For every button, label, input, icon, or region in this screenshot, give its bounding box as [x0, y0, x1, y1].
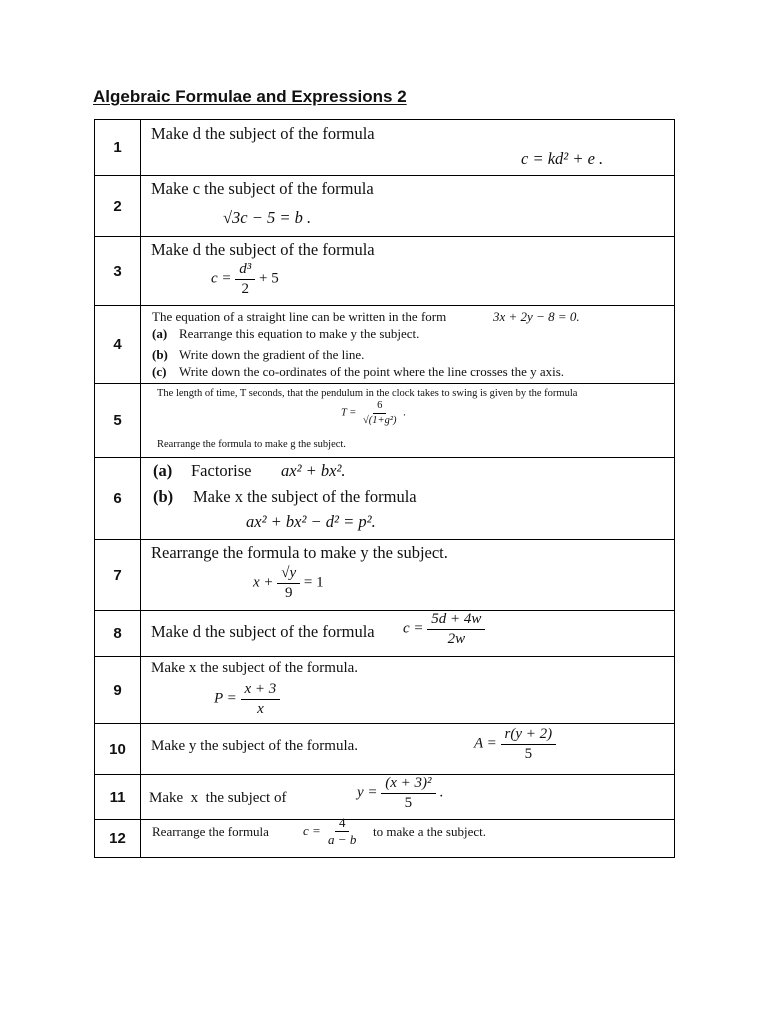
question-formula: [253, 565, 324, 601]
question-text: Rearrange the formula: [152, 824, 269, 839]
question-row: [95, 457, 674, 539]
question-formula: [357, 775, 443, 811]
part-b-text: Make x the subject of the formula: [193, 487, 417, 506]
question-content: [141, 657, 674, 723]
part-c-label: (c): [152, 364, 167, 379]
formula-end: .: [403, 407, 406, 419]
question-number: 2: [95, 176, 141, 236]
formula-lhs: T =: [341, 407, 357, 419]
question-formula: [341, 400, 406, 426]
question-content: [141, 815, 674, 857]
question-number: 6: [95, 458, 141, 539]
question-row: [95, 236, 674, 305]
part-a-label: (a): [152, 326, 168, 341]
fraction-denominator: 2w: [447, 630, 466, 647]
question-intro: The equation of a straight line can be written in the form: [152, 309, 447, 324]
question-content: [141, 775, 674, 819]
question-row: [95, 610, 674, 656]
question-content: [141, 176, 674, 236]
question-formula: [403, 611, 485, 647]
fraction-numerator: d³: [235, 261, 255, 280]
question-text: Make x the subject of: [149, 790, 287, 806]
question-formula: c = kd² + e .: [521, 149, 604, 168]
formula-rhs: + 5: [259, 270, 279, 287]
formula-fraction: [241, 681, 281, 717]
formula-lhs: c =: [303, 822, 321, 838]
question-content: [141, 540, 674, 610]
part-a-label: (a): [153, 461, 173, 480]
fraction-numerator: 6: [373, 400, 386, 414]
question-text: Make d the subject of the formula: [151, 622, 375, 641]
question-text: Make c the subject of the formula: [151, 179, 374, 198]
formula-fraction: [277, 565, 300, 601]
question-content: [141, 724, 674, 774]
fraction-denominator: 2: [241, 280, 250, 297]
question-formula: ax² + bx² − d² = p².: [246, 512, 376, 531]
formula-lhs: x +: [253, 574, 274, 591]
question-number: 10: [95, 724, 141, 774]
formula-fraction: [427, 611, 485, 647]
question-content: [141, 120, 674, 175]
formula-lhs: c =: [403, 620, 424, 637]
question-intro: The length of time, T seconds, that the pendulum in the clock takes to swing is given by the formula: [157, 388, 578, 399]
question-row: [95, 539, 674, 610]
question-content: [141, 611, 674, 656]
questions-table: [94, 119, 675, 858]
formula-fraction: [324, 816, 360, 848]
question-number: 7: [95, 540, 141, 610]
question-text: Rearrange the formula to make y the subject.: [151, 543, 448, 562]
question-content: [141, 306, 674, 383]
question-content: [141, 384, 674, 457]
formula-fraction: [359, 400, 401, 426]
page-title: Algebraic Formulae and Expressions 2: [93, 87, 407, 106]
fraction-numerator: r(y + 2): [501, 726, 557, 745]
formula-lhs: P =: [214, 690, 237, 707]
formula-end: .: [439, 784, 444, 801]
fraction-denominator: √(1+g²): [363, 414, 397, 426]
question-number: 11: [95, 775, 141, 819]
fraction-denominator: a − b: [328, 832, 357, 848]
fraction-denominator: 5: [524, 745, 533, 762]
formula-lhs: A =: [474, 735, 497, 752]
question-formula: [211, 261, 279, 297]
question-row: [95, 815, 674, 857]
question-text-after: to make a the subject.: [373, 824, 486, 839]
fraction-numerator: 5d + 4w: [427, 611, 485, 630]
question-equation: 3x + 2y − 8 = 0.: [493, 309, 580, 324]
question-row: [95, 120, 674, 175]
fraction-numerator: 4: [335, 816, 350, 832]
part-b-label: (b): [152, 347, 168, 362]
formula-rhs: = 1: [303, 574, 324, 591]
formula-lhs: c =: [211, 270, 232, 287]
question-row: [95, 383, 674, 457]
question-number: 3: [95, 237, 141, 305]
part-a-text: Factorise: [191, 461, 252, 480]
question-formula: √3c − 5 = b .: [223, 208, 312, 227]
question-row: [95, 175, 674, 236]
question-content: [141, 458, 674, 539]
question-number: 4: [95, 306, 141, 383]
question-number: 5: [95, 384, 141, 457]
question-number: 8: [95, 611, 141, 656]
question-text: Make x the subject of the formula.: [151, 660, 359, 676]
part-b-text: Write down the gradient of the line.: [179, 347, 365, 362]
question-text: Make d the subject of the formula: [151, 240, 375, 259]
question-number: 12: [95, 820, 141, 857]
fraction-numerator: (x + 3)²: [381, 775, 435, 794]
fraction-denominator: 5: [404, 794, 413, 811]
question-number: 1: [95, 120, 141, 175]
fraction-denominator: 9: [284, 584, 293, 601]
part-a-text: Rearrange this equation to make y the subject.: [179, 326, 420, 341]
question-formula: [214, 681, 280, 717]
part-a-expression: ax² + bx².: [281, 461, 346, 480]
question-formula: [474, 726, 556, 762]
fraction-numerator: x + 3: [241, 681, 281, 700]
formula-lhs: y =: [357, 784, 378, 801]
question-row: [95, 656, 674, 723]
formula-fraction: [381, 775, 435, 811]
part-c-text: Write down the co-ordinates of the point where the line crosses the y axis.: [179, 364, 565, 379]
question-task: Rearrange the formula to make g the subject.: [157, 439, 346, 450]
fraction-numerator: √y: [277, 565, 300, 584]
question-number: 9: [95, 657, 141, 723]
formula-fraction: [501, 726, 557, 762]
part-b-label: (b): [153, 487, 174, 506]
question-row: [95, 774, 674, 819]
question-formula: [303, 816, 360, 848]
question-text: Make d the subject of the formula: [151, 124, 375, 143]
formula-fraction: [235, 261, 255, 297]
question-row: [95, 305, 674, 383]
question-text: Make y the subject of the formula.: [151, 738, 359, 754]
fraction-denominator: x: [257, 700, 264, 717]
question-content: [141, 237, 674, 305]
question-row: [95, 723, 674, 774]
